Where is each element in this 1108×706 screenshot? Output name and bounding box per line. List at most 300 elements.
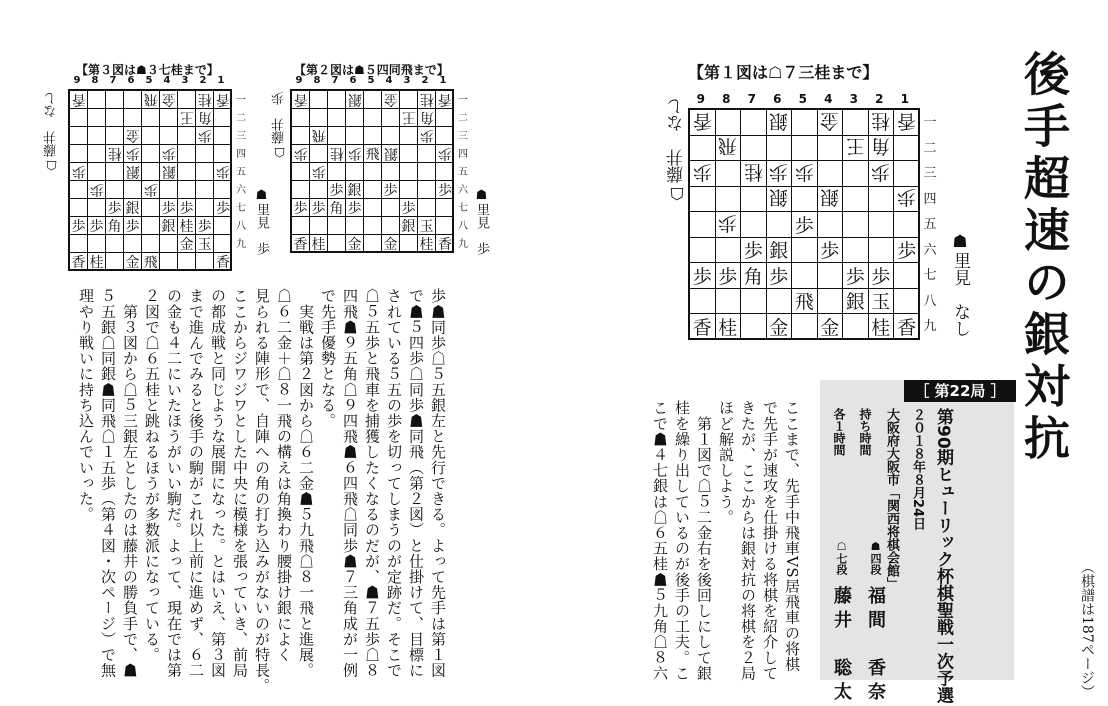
board-square [160,181,178,199]
board-square [328,199,346,217]
board-square [196,181,214,199]
board-square [792,187,818,213]
gote-hand: ☖藤井 歩 [272,92,287,159]
board-square [400,163,418,181]
board-square [382,127,400,145]
gote-piece: 歩 [311,162,326,179]
board-square [716,161,742,187]
board-square [869,212,895,238]
rank-label: 九 [458,238,468,250]
board-square [88,217,106,235]
board-square [869,161,895,187]
board-square [160,145,178,163]
board-square [716,110,742,136]
board-square [364,91,382,109]
board-square [160,127,178,145]
gote-piece: 歩 [89,180,104,197]
file-label: 8 [722,92,731,106]
board-square [310,127,328,145]
board-square [70,217,88,235]
rank-label: 九 [236,238,246,250]
board-square [400,235,418,253]
board-square [792,263,818,289]
time-limit-value: 各１時間 [832,408,846,456]
sente-piece: 歩 [293,200,308,217]
file-label: 6 [349,75,357,86]
board-square [142,217,160,235]
sente-piece: 歩 [871,265,891,288]
sente-piece: 歩 [897,240,917,263]
sente-hand: ☗里見 歩 [254,188,269,255]
gote-piece: 銀 [769,109,789,132]
sente-piece: 歩 [161,200,176,217]
sente-piece: 桂 [419,237,434,253]
board-square [292,217,310,235]
board-square [106,145,124,163]
text-column: きたが、ここからは銀対抗の将棋を２局 [739,400,757,681]
time-limit-label: 持ち時間 [858,408,872,456]
rank-label: 九 [923,319,937,335]
gote-piece: 歩 [438,144,452,161]
board-square [767,238,793,264]
file-label: 3 [849,92,858,106]
game-date: ２０１８年８月24日 [910,408,925,531]
board-square [843,161,869,187]
board-square [214,217,232,235]
player-gote-name: 藤井 聡太 [831,586,852,706]
sente-piece: 飛 [365,146,380,163]
board-square [792,110,818,136]
sente-piece: 歩 [438,182,452,199]
file-label: 5 [145,75,153,86]
file-label: 5 [367,75,375,86]
board-square [843,212,869,238]
text-column: まで進んでみると後手の駒がこれ以上前に進めず、６二 [187,288,205,678]
rank-label: 二 [236,112,246,124]
board-square [869,110,895,136]
gote-piece: 角 [419,108,434,125]
board-square [214,235,232,253]
sente-piece: 歩 [179,200,194,217]
board-square [894,187,920,213]
text-column: ☖５五歩と飛車を捕獲したくなるのだが、☗７五歩☖８ [363,288,381,678]
sente-piece: 桂 [89,255,104,271]
rank-label: 七 [458,202,468,214]
board-square [124,181,142,199]
board-square [843,187,869,213]
board-square [382,181,400,199]
board-square [690,212,716,238]
file-label: 1 [900,92,909,106]
rank-label: 五 [458,166,468,178]
sente-piece: 歩 [107,200,122,217]
board-square [690,289,716,315]
board-square [364,163,382,181]
board-square [106,127,124,145]
board-square [106,253,124,271]
gote-piece: 王 [179,108,194,125]
sente-piece: 香 [216,255,230,271]
board-square [418,235,436,253]
board-square [364,181,382,199]
board-square [160,235,178,253]
board-square [418,217,436,235]
board-square [690,136,716,162]
board-square [894,110,920,136]
sente-piece: 香 [692,317,712,340]
sente-piece: 歩 [401,200,416,217]
gote-piece: 桂 [107,144,122,161]
board-square [818,161,844,187]
gote-piece: 金 [161,90,176,107]
board-square [843,110,869,136]
file-label: 4 [385,75,393,86]
board-square [142,235,160,253]
text-column: 四飛☗９五角☖９四飛☗６四飛☖同歩☗７三角成が一例 [341,288,359,678]
board-square [196,127,214,145]
board-square [346,91,364,109]
sente-piece: 銀 [401,218,416,235]
board-square [741,161,767,187]
sente-piece: 歩 [692,265,712,288]
board-square [328,127,346,145]
sente-piece: 玉 [197,236,212,253]
board-square [70,199,88,217]
board-square [869,238,895,264]
player-gote [828,540,854,706]
board-square [716,289,742,315]
gote-piece: 桂 [419,90,434,107]
file-label: 8 [313,75,321,86]
sente-piece: 金 [769,317,789,340]
board-square [346,163,364,181]
board-square [214,253,232,271]
sente-piece: 歩 [820,240,840,263]
rank-label: 六 [236,184,246,196]
gote-piece: 香 [897,109,917,132]
board-square [328,145,346,163]
file-label: 2 [421,75,429,86]
rank-label: 五 [236,166,246,178]
commentary-right [652,400,800,680]
text-column: ここからジワジワとした中央に模様を張っていき、前局 [231,288,249,678]
board-square [690,110,716,136]
board-title: 【第２図は☗５四同飛まで】 [294,63,449,77]
board-square [196,91,214,109]
board-square [818,263,844,289]
board-square [196,199,214,217]
file-label: 7 [747,92,756,106]
gote-piece: 香 [438,90,452,107]
board-square [196,163,214,181]
board-square [124,91,142,109]
board-square [142,199,160,217]
board-square [196,253,214,271]
board-square [436,109,454,127]
board-square [382,235,400,253]
board-square [124,199,142,217]
rank-labels [236,89,246,251]
board-square [690,263,716,289]
board-square [124,109,142,127]
sente-piece: 銀 [161,218,176,235]
board-square [310,181,328,199]
sente-piece: 歩 [125,218,140,235]
board-square [160,91,178,109]
rank-label: 四 [236,148,246,160]
board-square [818,289,844,315]
file-label: 6 [127,75,135,86]
board-square [178,181,196,199]
file-label: 5 [798,92,807,106]
gote-piece: 歩 [216,162,230,179]
board-square [364,235,382,253]
board-square [400,181,418,199]
board-square [869,314,895,340]
board-square [767,187,793,213]
board-square [894,263,920,289]
gote-piece: 銀 [769,186,789,209]
player-sente-rank: ☗四段 [869,540,882,575]
board-square [843,136,869,162]
rank-label: 二 [923,140,937,156]
board-square [741,187,767,213]
players [828,540,888,706]
rank-label: 三 [236,130,246,142]
sente-piece: 歩 [383,182,398,199]
sente-piece: 歩 [743,240,763,263]
board-square [767,289,793,315]
board-square [382,109,400,127]
board-square [716,187,742,213]
file-label: 2 [875,92,884,106]
board-square [741,136,767,162]
board-square [690,314,716,340]
gote-piece: 香 [692,109,712,132]
board-square [292,127,310,145]
board-square [690,187,716,213]
board-square [843,289,869,315]
file-label: 3 [403,75,411,86]
gote-piece: 歩 [161,144,176,161]
board-square [178,235,196,253]
board-square [767,161,793,187]
gote-piece: 桂 [197,90,212,107]
sente-piece: 歩 [347,200,362,217]
sente-hand: ☗里見 歩 [474,188,489,255]
board-square [346,145,364,163]
board-square [690,161,716,187]
board-square [400,91,418,109]
board-square [160,199,178,217]
board-square [214,145,232,163]
kifu-reference-note: （棋譜は187ページ） [1079,560,1095,699]
board-square [818,110,844,136]
board-square [400,109,418,127]
board-square [178,127,196,145]
text-column: ５五銀☖同銀☗同飛☖１五歩（第４図・次ページ）で無 [99,288,117,678]
gote-piece: 角 [871,135,891,158]
board-square [364,145,382,163]
board-square [88,145,106,163]
board-square [142,181,160,199]
board-square [124,235,142,253]
board-square [142,253,160,271]
board-square [142,163,160,181]
gote-piece: 歩 [347,144,362,161]
game-venue: 大阪府大阪市「関西将棋会館」 [884,408,899,590]
text-column: こで☗４七銀は☖６五桂☗５九角☖８六 [651,400,669,681]
gote-piece: 飛 [718,135,738,158]
board-square [346,235,364,253]
sente-piece: 歩 [794,214,814,237]
board-square [88,91,106,109]
board-square [88,235,106,253]
file-label: 7 [109,75,117,86]
file-label: 1 [217,75,225,86]
board-square [792,238,818,264]
file-label: 9 [696,92,705,106]
board-square [436,145,454,163]
sente-piece: 歩 [845,265,865,288]
gote-piece: 飛 [143,90,158,107]
board-square [792,289,818,315]
board-square [418,163,436,181]
text-column: 見られる陣形で、自陣への角の打ち込みがないのが特長。 [253,288,271,694]
sente-piece: 角 [107,218,122,235]
sente-piece: 銀 [845,291,865,314]
gote-piece: 歩 [718,211,738,234]
player-sente-name: 福間 香奈 [865,586,886,706]
board-square [310,109,328,127]
board-square [124,163,142,181]
board-square [436,235,454,253]
board-square [436,91,454,109]
board-square [70,163,88,181]
board-square [292,163,310,181]
gote-piece: 歩 [769,160,789,183]
board-square [894,289,920,315]
sente-piece: 銀 [769,240,789,263]
board-square [328,109,346,127]
board-square [178,145,196,163]
board-square [364,127,382,145]
board-square [418,109,436,127]
gote-piece: 角 [197,108,212,125]
text-column: の金も４二にいたほうがいい駒だ。よって、現在では第 [165,288,183,678]
board-square [818,238,844,264]
board-square [894,314,920,340]
board-square [382,199,400,217]
gote-piece: 歩 [293,144,308,161]
sente-piece: 香 [71,255,86,271]
board-square [364,109,382,127]
rank-label: 一 [458,94,468,106]
text-column: で先手優勢となる。 [319,288,337,429]
board-square [88,199,106,217]
board-square [214,181,232,199]
board-square [196,235,214,253]
board-square [767,110,793,136]
board-square [178,109,196,127]
board-square [214,163,232,181]
sente-piece: 歩 [71,218,86,235]
board-square [818,212,844,238]
board-square [418,181,436,199]
board-square [767,136,793,162]
sente-piece: 金 [347,237,362,253]
board-square [436,217,454,235]
board-square [436,127,454,145]
text-column: 桂を繰り出しているのが後手の工夫。こ [673,400,691,681]
board-square [716,238,742,264]
gote-piece: 歩 [71,162,86,179]
board-square [400,127,418,145]
shogi-board [68,89,232,271]
file-label: 9 [295,75,303,86]
sente-piece: 飛 [794,291,814,314]
board-square [70,127,88,145]
board-square [894,161,920,187]
file-label: 4 [163,75,171,86]
sente-piece: 玉 [419,218,434,235]
board-square [418,127,436,145]
board-square [328,91,346,109]
board-square [178,253,196,271]
gote-hand: ☖藤井 なし [44,92,59,172]
sente-piece: 歩 [769,265,789,288]
board-square [328,181,346,199]
board-square [690,238,716,264]
event-name: 第90期ヒューリック杯棋聖戦一次予選 [933,408,953,704]
gote-piece: 歩 [125,144,140,161]
board-square [106,217,124,235]
sente-piece: 香 [438,237,452,253]
gote-piece: 桂 [329,144,344,161]
sente-piece: 銀 [125,200,140,217]
board-square [142,127,160,145]
board-square [70,235,88,253]
board-square [364,199,382,217]
gote-piece: 香 [216,90,230,107]
board-square [869,187,895,213]
file-label: 8 [91,75,99,86]
text-column: で☗５四歩☖同歩☗同飛（第２図）と仕掛けて、目標に [407,288,425,678]
board-square [70,181,88,199]
rank-label: 四 [923,191,937,207]
text-column: の都成戦と同じような展開になった。とはいえ、第３図 [209,288,227,678]
board-square [160,163,178,181]
board-square [328,217,346,235]
board-square [70,91,88,109]
board-square [292,109,310,127]
sente-piece: 香 [293,237,308,253]
rank-labels [924,108,937,338]
rank-label: 七 [236,202,246,214]
gote-piece: 歩 [871,160,891,183]
text-column: ☖６二金＋☖８一飛の構えは角換わり腰掛け銀によく [275,288,293,663]
page-title: 後手超速の銀対抗 [1017,50,1071,466]
board-square [124,145,142,163]
rank-label: 四 [458,148,468,160]
commentary-left [77,288,447,694]
text-column: ここまで、先手中飛車VS居飛車の将棋 [783,400,801,672]
file-label: 7 [331,75,339,86]
board-square [792,136,818,162]
board-square [869,289,895,315]
board-square [818,136,844,162]
sente-piece: 歩 [216,200,230,217]
